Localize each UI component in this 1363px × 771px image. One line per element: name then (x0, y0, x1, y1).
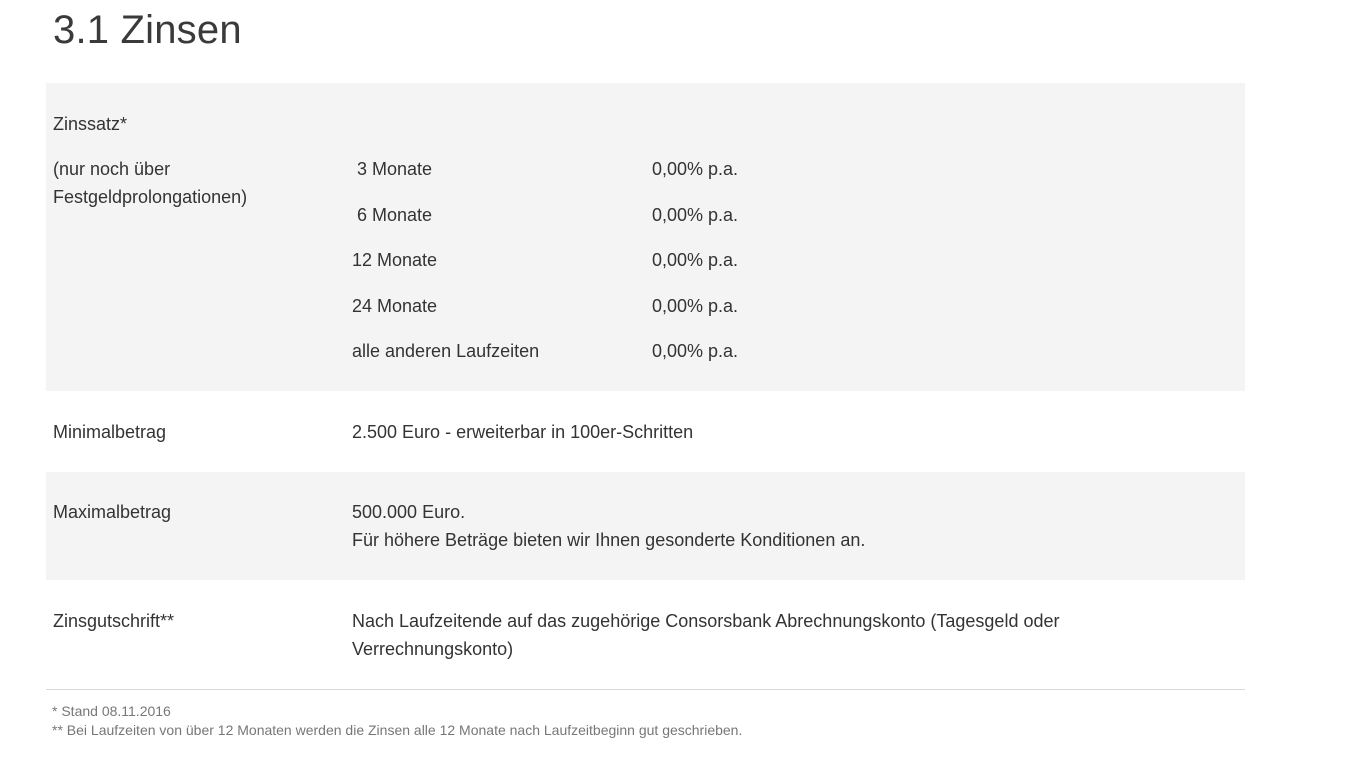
row-zinsgutschrift (46, 580, 1245, 690)
rate-term: 12 Monate (352, 250, 438, 270)
rate-term: alle anderen Laufzeiten (352, 341, 540, 361)
rate-value: 0,00% p.a. (652, 250, 739, 270)
rate-row (352, 337, 952, 365)
rate-value: 0,00% p.a. (652, 341, 739, 361)
rate-value: 0,00% p.a. (652, 159, 739, 179)
page-title: 3.1 Zinsen (53, 8, 242, 52)
zinsgutschrift-label: Zinsgutschrift** (53, 611, 175, 631)
rate-term: 3 Monate (357, 159, 433, 179)
minimalbetrag-value: 2.500 Euro - erweiterbar in 100er-Schritten (352, 422, 694, 442)
row-minimalbetrag (46, 391, 1245, 472)
minimalbetrag-label: Minimalbetrag (53, 422, 167, 442)
rate-term: 24 Monate (352, 296, 438, 316)
footnote-divider (46, 689, 1245, 690)
footnote-zinsgutschrift: ** Bei Laufzeiten von über 12 Monaten werden die Zinsen alle 12 Monate nach Laufzeitbeginn gut geschrieben. (52, 722, 743, 738)
maximalbetrag-label: Maximalbetrag (53, 502, 172, 522)
zinsgutschrift-value-line2: Verrechnungskonto) (352, 639, 514, 659)
row-maximalbetrag (46, 472, 1245, 580)
zinssatz-sublabel-line1: (nur noch über (53, 159, 171, 179)
maximalbetrag-value-line1: 500.000 Euro. (352, 502, 466, 522)
rate-row (352, 292, 952, 320)
rate-row (352, 201, 952, 229)
zinssatz-label: Zinssatz* (53, 114, 128, 134)
rate-row (352, 155, 952, 183)
rate-value: 0,00% p.a. (652, 205, 739, 225)
rate-value: 0,00% p.a. (652, 296, 739, 316)
footnotes (52, 702, 742, 740)
rate-term: 6 Monate (357, 205, 433, 225)
conditions-table (46, 83, 1245, 690)
row-zinssatz (46, 83, 1245, 391)
maximalbetrag-value-line2: Für höhere Beträge bieten wir Ihnen gesonderte Konditionen an. (352, 530, 866, 550)
rate-row (352, 246, 952, 274)
zinssatz-sublabel-line2: Festgeldprolongationen) (53, 187, 248, 207)
footnote-stand: * Stand 08.11.2016 (52, 703, 171, 719)
zinsgutschrift-value-line1: Nach Laufzeitende auf das zugehörige Consorsbank Abrechnungskonto (Tagesgeld oder (352, 611, 1060, 631)
